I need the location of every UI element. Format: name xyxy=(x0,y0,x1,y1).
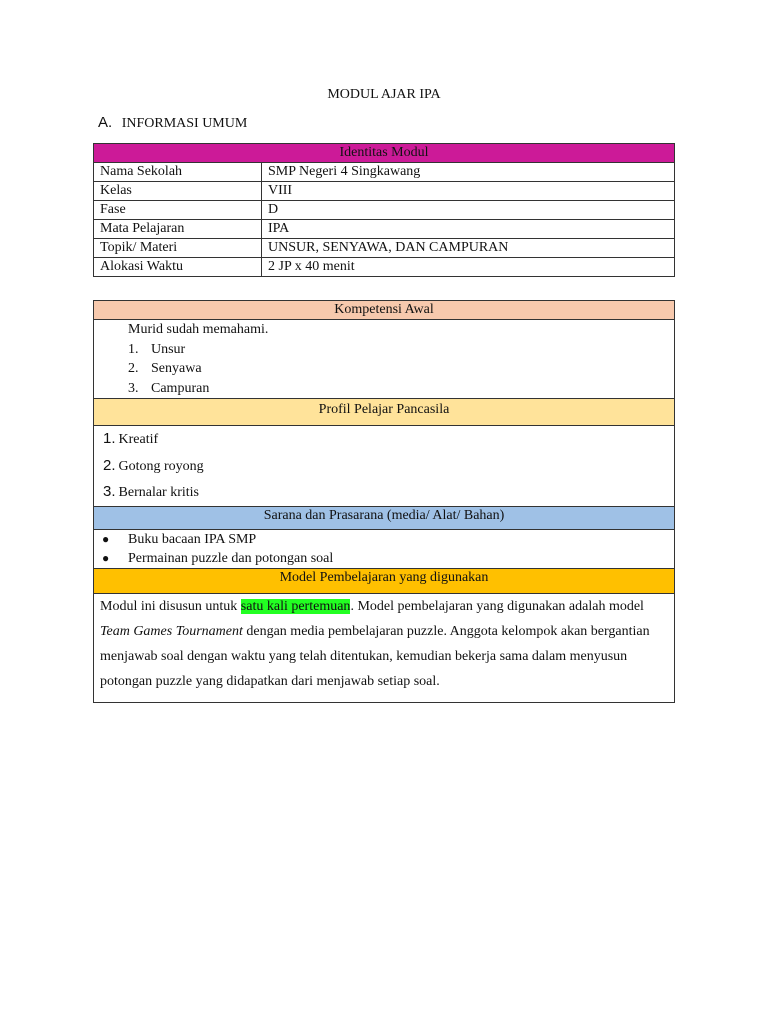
item-text: Campuran xyxy=(151,380,210,396)
item-number: 1. xyxy=(103,430,116,447)
highlighted-text: satu kali pertemuan xyxy=(240,598,351,614)
list-item xyxy=(128,379,668,399)
bullet-icon: ● xyxy=(102,531,110,546)
model-paragraph xyxy=(94,593,675,702)
page-title: MODUL AJAR IPA xyxy=(327,87,441,102)
item-text: Bernalar kritis xyxy=(118,485,199,500)
item-text: Senyawa xyxy=(151,361,202,376)
row-value: SMP Negeri 4 Singkawang xyxy=(262,163,675,182)
row-value: VIII xyxy=(262,182,675,201)
kompetensi-list xyxy=(128,340,668,399)
row-key: Mata Pelajaran xyxy=(94,220,262,239)
list-item xyxy=(128,359,668,379)
item-text: Permainan puzzle dan potongan soal xyxy=(128,550,334,566)
table-row xyxy=(94,258,675,277)
section-heading xyxy=(98,114,247,132)
row-key: Fase xyxy=(94,201,262,220)
list-item xyxy=(103,479,668,506)
list-item xyxy=(103,426,668,453)
item-number: 3. xyxy=(128,380,139,396)
list-item xyxy=(102,530,668,549)
item-text: Kreatif xyxy=(118,432,159,447)
table-row xyxy=(94,239,675,258)
row-key: Nama Sekolah xyxy=(94,163,262,182)
identitas-header: Identitas Modul xyxy=(94,144,675,163)
table-row xyxy=(94,201,675,220)
sarana-header: Sarana dan Prasarana (media/ Alat/ Bahan) xyxy=(94,506,675,529)
model-text: . Model pembelajaran yang digunakan adalah model xyxy=(350,598,644,614)
row-value: 2 JP x 40 menit xyxy=(262,258,675,277)
detail-table xyxy=(93,300,675,703)
item-text: Unsur xyxy=(151,341,186,357)
item-number: 1. xyxy=(128,341,139,357)
row-value: D xyxy=(262,201,675,220)
list-item xyxy=(128,340,668,360)
profil-content xyxy=(94,426,675,507)
model-text: dengan media pembelajaran puzzle. Anggota kelompok akan bergantian menjawab soal dengan waktu yang telah ditentukan, kemudian bekerja sama dalam menyusun potongan puzzle yang didapatkan dari menjawab setiap soal. xyxy=(100,623,650,689)
item-number: 2. xyxy=(103,456,116,474)
section-letter: A. xyxy=(98,114,113,131)
model-name-italic: Team Games Tournament xyxy=(100,623,243,639)
table-row xyxy=(94,182,675,201)
kompetensi-content xyxy=(94,320,675,399)
table-row xyxy=(94,163,675,182)
row-key: Topik/ Materi xyxy=(94,239,262,258)
bullet-icon: ● xyxy=(102,550,110,565)
sarana-content xyxy=(94,529,675,568)
row-value: IPA xyxy=(262,220,675,239)
kompetensi-intro: Murid sudah memahami. xyxy=(128,322,269,337)
kompetensi-header: Kompetensi Awal xyxy=(94,301,675,320)
list-item xyxy=(103,453,668,480)
section-label: INFORMASI UMUM xyxy=(121,116,248,131)
list-item xyxy=(102,549,668,568)
row-value: UNSUR, SENYAWA, DAN CAMPURAN xyxy=(262,239,675,258)
item-text: Gotong royong xyxy=(118,458,204,474)
item-number: 3. xyxy=(103,483,116,500)
item-text: Buku bacaan IPA SMP xyxy=(128,531,257,547)
row-key: Alokasi Waktu xyxy=(94,258,262,277)
profil-header: Profil Pelajar Pancasila xyxy=(94,399,675,426)
item-number: 2. xyxy=(128,361,139,376)
model-header: Model Pembelajaran yang digunakan xyxy=(94,568,675,593)
row-key: Kelas xyxy=(94,182,262,201)
identitas-modul-table xyxy=(93,143,675,277)
model-text: Modul ini disusun untuk xyxy=(100,598,241,614)
table-row xyxy=(94,220,675,239)
